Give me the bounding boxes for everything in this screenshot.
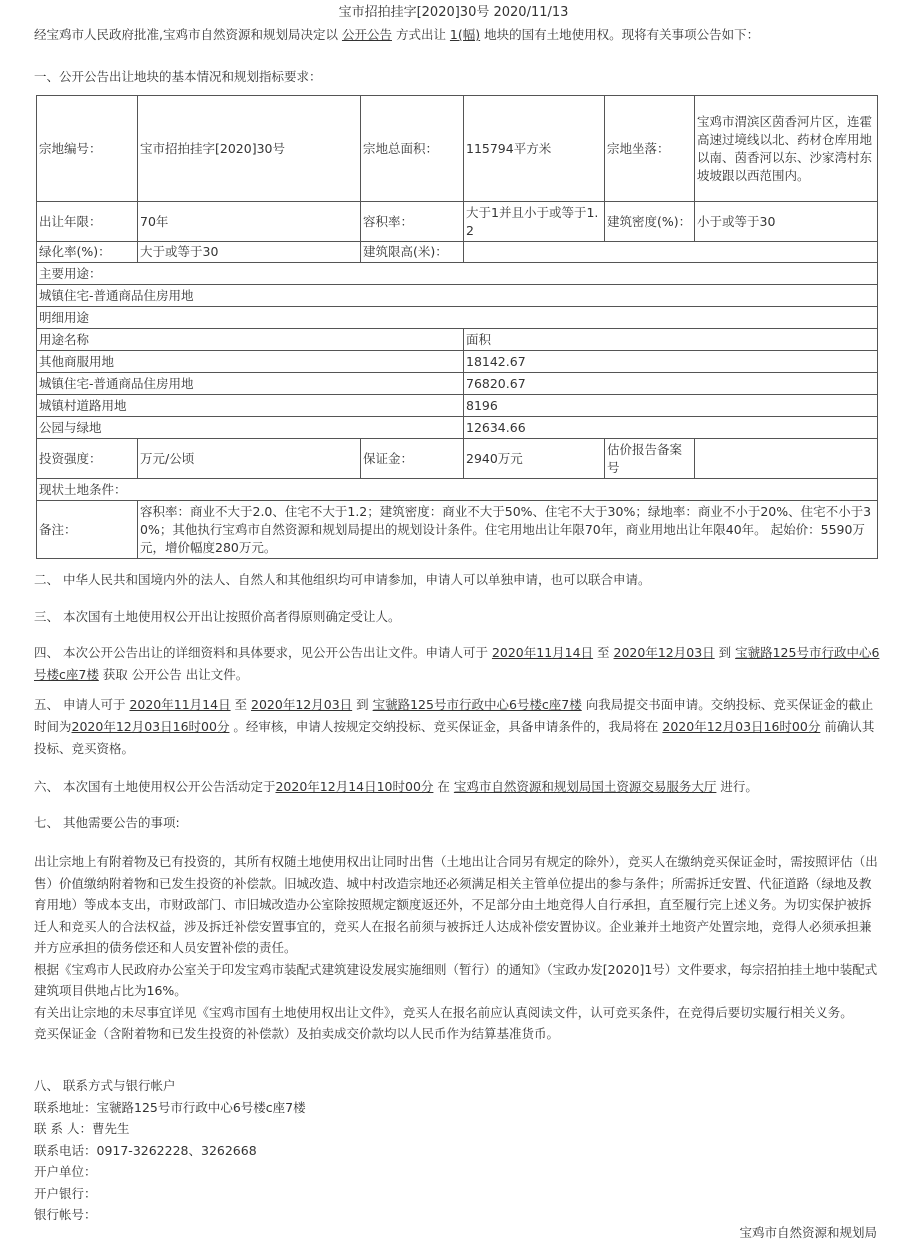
section-5-text: 前确认其投标、竞买资格。 <box>34 719 875 756</box>
section-4-text: 至 <box>593 645 614 660</box>
notice-paragraph: 出让宗地上有附着物及已有投资的，其所有权随土地使用权出让同时出售（土地出让合同另有规定的除外），竞买人在缴纳竞买保证金时，需按照评估（出售）价值缴纳附着物和已发生投资的补偿款。旧城改造、城中村改造宗地还必须满足相关主管单位提出的参与条件；所需拆迁安置、代征道路（绿地及教育用地）等成本支出，市财政部门、市旧城改造办公室除按照规定额度返还外，不足部分由土地竞得人自行承担，直至履行完上述义务。为切实保护被拆迁人和竞买人的合法权益，涉及拆迁补偿安置事宜的，竞买人在报名前须与被拆迁人达成补偿安置协议。企业兼并土地资产处置宗地，竞得人必须承担兼并方应承担的债务偿还和人员安置补偿的责任。 <box>34 854 878 955</box>
table-row <box>37 479 878 501</box>
table-row <box>37 96 878 202</box>
use-area: 18142.67 <box>464 351 878 373</box>
invest-label: 投资强度： <box>37 439 138 479</box>
method-link[interactable]: 公开公告 <box>341 27 392 42</box>
main-use-value: 城镇住宅-普通商品住房用地 <box>37 285 878 307</box>
contact-person: 联 系 人：曹先生 <box>34 1121 130 1136</box>
location-label: 宗地坐落： <box>605 96 695 202</box>
start-date-link[interactable]: 2020年11月14日 <box>491 645 594 660</box>
auction-time-link[interactable]: 2020年12月14日10时00分 <box>275 779 434 794</box>
notice-paragraph: 竞买保证金（含附着物和已发生投资的补偿款）及拍卖成交价款均以人民币作为结算基准货币。 <box>34 1026 560 1041</box>
table-row <box>37 501 878 559</box>
table-row <box>37 307 878 329</box>
section-4 <box>34 642 880 686</box>
total-area-label: 宗地总面积： <box>361 96 464 202</box>
height-value <box>464 242 878 263</box>
table-row <box>37 202 878 242</box>
table-row <box>37 263 878 285</box>
total-area-value: 115794平方米 <box>464 96 605 202</box>
parcel-no-value: 宝市招拍挂字[2020]30号 <box>138 96 361 202</box>
section-7-body <box>34 851 880 1045</box>
section-7-heading: 七、 其他需要公告的事项: <box>34 815 180 830</box>
height-label: 建筑限高(米)： <box>361 242 464 263</box>
term-label: 出让年限： <box>37 202 138 242</box>
remark-label: 备注： <box>37 501 138 559</box>
place-link[interactable]: 宝虢路125号市行政中心6号楼c座7楼 <box>34 645 880 682</box>
use-name: 公园与绿地 <box>37 417 464 439</box>
green-label: 绿化率(%)： <box>37 242 138 263</box>
notice-paragraph: 根据《宝鸡市人民政府办公室关于印发宝鸡市装配式建筑建设发展实施细则（暂行）的通知》（宝政办发[2020]1号）文件要求，每宗招拍挂土地中装配式建筑项目供地占比为16%。 <box>34 961 878 998</box>
deadline-link[interactable]: 2020年12月03日16时00分 <box>71 719 230 734</box>
contact-phone: 联系电话：0917-3262228、3262668 <box>34 1142 257 1158</box>
parcel-no-label: 宗地编号： <box>37 96 138 202</box>
main-use-label: 主要用途： <box>37 263 878 285</box>
section-1-heading: 一、公开公告出让地块的基本情况和规划指标要求： <box>34 69 322 84</box>
current-condition-label: 现状土地条件： <box>37 479 878 501</box>
appraisal-label: 估价报告备案号 <box>605 439 695 479</box>
far-value: 大于1并且小于或等于1.2 <box>464 202 605 242</box>
section-4-text: 到 <box>714 645 736 660</box>
section-8-heading: 八、 联系方式与银行帐户 <box>34 1078 176 1093</box>
use-area: 76820.67 <box>464 373 878 395</box>
table-row <box>37 285 878 307</box>
use-area-header: 面积 <box>464 329 878 351</box>
section-5-text: 。经审核，申请人按规定交纳投标、竞买保证金，具备申请条件的，我局将在 <box>229 719 663 734</box>
green-value: 大于或等于30 <box>138 242 361 263</box>
end-date-link[interactable]: 2020年12月03日 <box>251 697 353 712</box>
intro-text: 经宝鸡市人民政府批准,宝鸡市自然资源和规划局决定以 <box>34 27 342 42</box>
table-row <box>37 439 878 479</box>
parcel-count[interactable]: 1(幅) <box>449 27 481 42</box>
section-5-text: 向我局提交书面申请。交纳投标、竞买保证金的截止时间为 <box>34 697 874 734</box>
table-row <box>37 242 878 263</box>
use-name-header: 用途名称 <box>37 329 464 351</box>
use-name: 其他商服用地 <box>37 351 464 373</box>
table-row <box>37 417 878 439</box>
contact-section <box>34 1075 306 1226</box>
account-number: 银行帐号： <box>34 1207 97 1222</box>
intro-text: 方式出让 <box>391 27 450 42</box>
place-link[interactable]: 宝虢路125号市行政中心6号楼c座7楼 <box>372 697 582 712</box>
signature: 宝鸡市自然资源和规划局 <box>739 1225 877 1240</box>
section-6 <box>34 776 880 798</box>
table-row <box>37 351 878 373</box>
section-5-text: 至 <box>230 697 252 712</box>
notice-title: 宝市招拍挂字[2020]30号 2020/11/13 <box>338 5 569 20</box>
intro-text: 地块的国有土地使用权。现将有关事项公告如下： <box>480 27 760 42</box>
detail-use-label: 明细用途 <box>37 307 878 329</box>
use-name: 城镇村道路用地 <box>37 395 464 417</box>
deposit-value: 2940万元 <box>464 439 605 479</box>
section-2: 二、 中华人民共和国境内外的法人、自然人和其他组织均可申请参加，申请人可以单独申请，也可以联合申请。 <box>34 572 651 587</box>
section-6-text: 六、 本次国有土地使用权公开公告活动定于 <box>34 779 276 794</box>
intro-paragraph <box>34 24 894 45</box>
parcel-info-table <box>36 95 878 559</box>
density-label: 建筑密度(%)： <box>605 202 695 242</box>
contact-address: 联系地址：宝虢路125号市行政中心6号楼c座7楼 <box>34 1099 306 1115</box>
use-area: 8196 <box>464 395 878 417</box>
use-area: 12634.66 <box>464 417 878 439</box>
section-6-text: 在 <box>433 779 454 794</box>
term-value: 70年 <box>138 202 361 242</box>
section-4-text: 获取 公开公告 出让文件。 <box>98 667 249 682</box>
table-row <box>37 395 878 417</box>
invest-value: 万元/公顷 <box>138 439 361 479</box>
appraisal-value <box>695 439 878 479</box>
section-5-text: 五、 申请人可于 <box>34 697 130 712</box>
table-row <box>37 373 878 395</box>
location-value: 宝鸡市渭滨区茵香河片区，连霍高速过境线以北、药材仓库用地以南、茵香河以东、沙家湾村东坡坡跟以西范围内。 <box>695 96 878 202</box>
confirm-time-link[interactable]: 2020年12月03日16时00分 <box>662 719 821 734</box>
use-name: 城镇住宅-普通商品住房用地 <box>37 373 464 395</box>
end-date-link[interactable]: 2020年12月03日 <box>613 645 715 660</box>
section-6-text: 进行。 <box>716 779 758 794</box>
density-value: 小于或等于30 <box>695 202 878 242</box>
section-5 <box>34 694 880 760</box>
account-bank: 开户银行： <box>34 1185 97 1201</box>
section-4-text: 四、 本次公开公告出让的详细资料和具体要求，见公开公告出让文件。申请人可于 <box>34 645 492 660</box>
remark-value: 容积率：商业不大于2.0、住宅不大于1.2；建筑密度：商业不大于50%、住宅不大于30%；绿地率：商业不小于20%、住宅不小于30%；其他执行宝鸡市自然资源和规划局提出的规划设计条件。住宅用地出让年限70年，商业用地出让年限40年。 起始价：5590万元，增价幅度280万元。 <box>138 501 878 559</box>
section-5-text: 到 <box>352 697 373 712</box>
auction-place-link[interactable]: 宝鸡市自然资源和规划局国土资源交易服务大厅 <box>453 779 717 794</box>
account-unit: 开户单位： <box>34 1164 97 1179</box>
section-3: 三、 本次国有土地使用权公开出让按照价高者得原则确定受让人。 <box>34 609 401 624</box>
table-row <box>37 329 878 351</box>
deposit-label: 保证金： <box>361 439 464 479</box>
notice-paragraph: 有关出让宗地的未尽事宜详见《宝鸡市国有土地使用权出让文件》，竞买人在报名前应认真阅读文件，认可竞买条件，在竞得后要切实履行相关义务。 <box>34 1004 853 1020</box>
far-label: 容积率： <box>361 202 464 242</box>
start-date-link[interactable]: 2020年11月14日 <box>129 697 231 712</box>
